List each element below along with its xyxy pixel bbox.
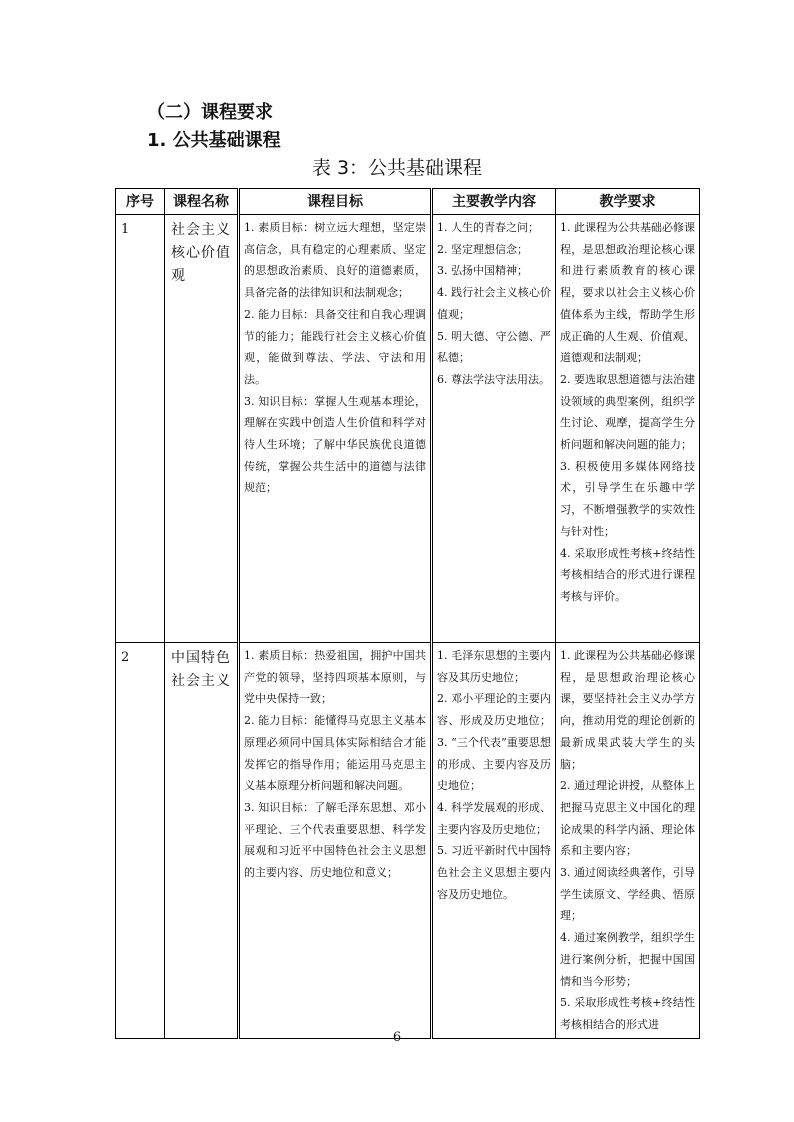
content-item: 2. 邓小平理论的主要内容、形成及历史地位；3. “三个代表”重要思想的形成、主要内容及历史地位； xyxy=(437,692,551,793)
content-item: 3. 弘扬中国精神； xyxy=(437,264,528,278)
row-no: 2 xyxy=(116,643,165,1039)
requirement-item: 3. 通过阅读经典著作，引导学生读原文、学经典、悟原理； xyxy=(560,866,695,923)
table-caption: 表 3：公共基础课程 xyxy=(311,157,483,179)
page-number: 6 xyxy=(392,1030,402,1045)
row-content xyxy=(432,643,556,1039)
content-item: 4. 践行社会主义核心价值观； xyxy=(437,286,551,321)
goal-item: 1. 素质目标：树立远大理想，坚定崇高信念，具有稳定的心理素质、坚定的思想政治素质、良好的道德素质，具备完备的法律知识和法制观念； xyxy=(244,221,426,300)
table-header-row xyxy=(116,189,700,215)
goal-item: 2. 能力目标：能懂得马克思主义基本原理必须同中国具体实际相结合才能发挥它的指导作用；能运用马克思主义基本原理分析问题和解决问题。 xyxy=(244,714,426,793)
content-item: 6. 尊法学法守法用法。 xyxy=(437,372,550,386)
requirement-item: 2. 要选取思想道德与法治建设领域的典型案例，组织学生讨论、观摩，提高学生分析问题和解决问题的能力； xyxy=(560,372,695,452)
content-item: 2. 坚定理想信念； xyxy=(437,242,528,256)
content-item: 5. 习近平新时代中国特色社会主义思想主要内容及历史地位。 xyxy=(437,844,551,901)
content-item: 1. 毛泽东思想的主要内容及其历史地位； xyxy=(437,649,551,684)
row-content xyxy=(432,215,556,643)
requirement-item: 1. 此课程为公共基础必修课程，是思想政治理论核心课，要坚持社会主义办学方向，推动用党的理论创新的最新成果武装大学生的头脑； xyxy=(560,649,695,771)
header-teaching-requirements: 教学要求 xyxy=(556,189,700,215)
table-row xyxy=(116,215,700,643)
content-item: 5. 明大德、守公德、严私德； xyxy=(437,329,551,365)
header-course-name: 课程名称 xyxy=(165,189,239,215)
row-course-name: 社会主义核心价值观 xyxy=(165,215,239,643)
goal-item: 1. 素质目标：热爱祖国，拥护中国共产党的领导，坚持四项基本原则，与党中央保持一致； xyxy=(244,649,426,706)
row-no: 1 xyxy=(116,215,165,643)
goal-item: 2. 能力目标：具备交往和自我心理调节的能力；能践行社会主义核心价值观，能做到尊法、学法、守法和用法。 xyxy=(244,307,426,386)
section-heading: （二）课程要求 xyxy=(147,102,273,123)
requirement-item: 4. 通过案例教学，组织学生进行案例分析，把握中国国情和当今形势； xyxy=(560,931,695,988)
row-goals xyxy=(239,643,432,1039)
goal-item: 3. 知识目标：掌握人生观基本理论，理解在实践中创造人生价值和科学对待人生环境；了解中华民族优良道德传统，掌握公共生活中的道德与法律规范； xyxy=(244,394,426,495)
goal-item: 3. 知识目标：了解毛泽东思想、邓小平理论、三个代表重要思想、科学发展观和习近平中国特色社会主义思想的主要内容、历史地位和意义； xyxy=(244,800,426,880)
header-teaching-content: 主要教学内容 xyxy=(432,189,556,215)
header-course-goals: 课程目标 xyxy=(239,189,432,215)
subsection-heading: 1. 公共基础课程 xyxy=(147,130,281,151)
requirement-item: 2. 通过理论讲授，从整体上把握马克思主义中国化的理论成果的科学内涵、理论体系和主要内容； xyxy=(560,779,695,858)
content-item: 4. 科学发展观的形成、主要内容及历史地位； xyxy=(437,800,551,836)
header-no: 序号 xyxy=(116,189,165,215)
requirement-item: 1. 此课程为公共基础必修课程，是思想政治理论核心课和进行素质教育的核心课程，要求以社会主义核心价值体系为主线，帮助学生形成正确的人生观、价值观、道德观和法制观； xyxy=(560,221,695,365)
requirement-item: 5. 采取形成性考核+终结性考核相结合的形式进 xyxy=(560,996,695,1031)
content-item: 1. 人生的青春之问； xyxy=(437,221,539,234)
row-requirements xyxy=(556,643,700,1039)
course-table xyxy=(115,188,700,1039)
row-requirements xyxy=(556,215,700,643)
row-goals xyxy=(239,215,432,643)
table-row xyxy=(116,643,700,1039)
requirement-item: 3. 积极使用多媒体网络技术，引导学生在乐趣中学习，不断增强教学的实效性与针对性； xyxy=(560,459,695,538)
requirement-item: 4. 采取形成性考核+终结性考核相结合的形式进行课程考核与评价。 xyxy=(560,546,695,603)
row-course-name: 中国特色社会主义 xyxy=(165,643,239,1039)
